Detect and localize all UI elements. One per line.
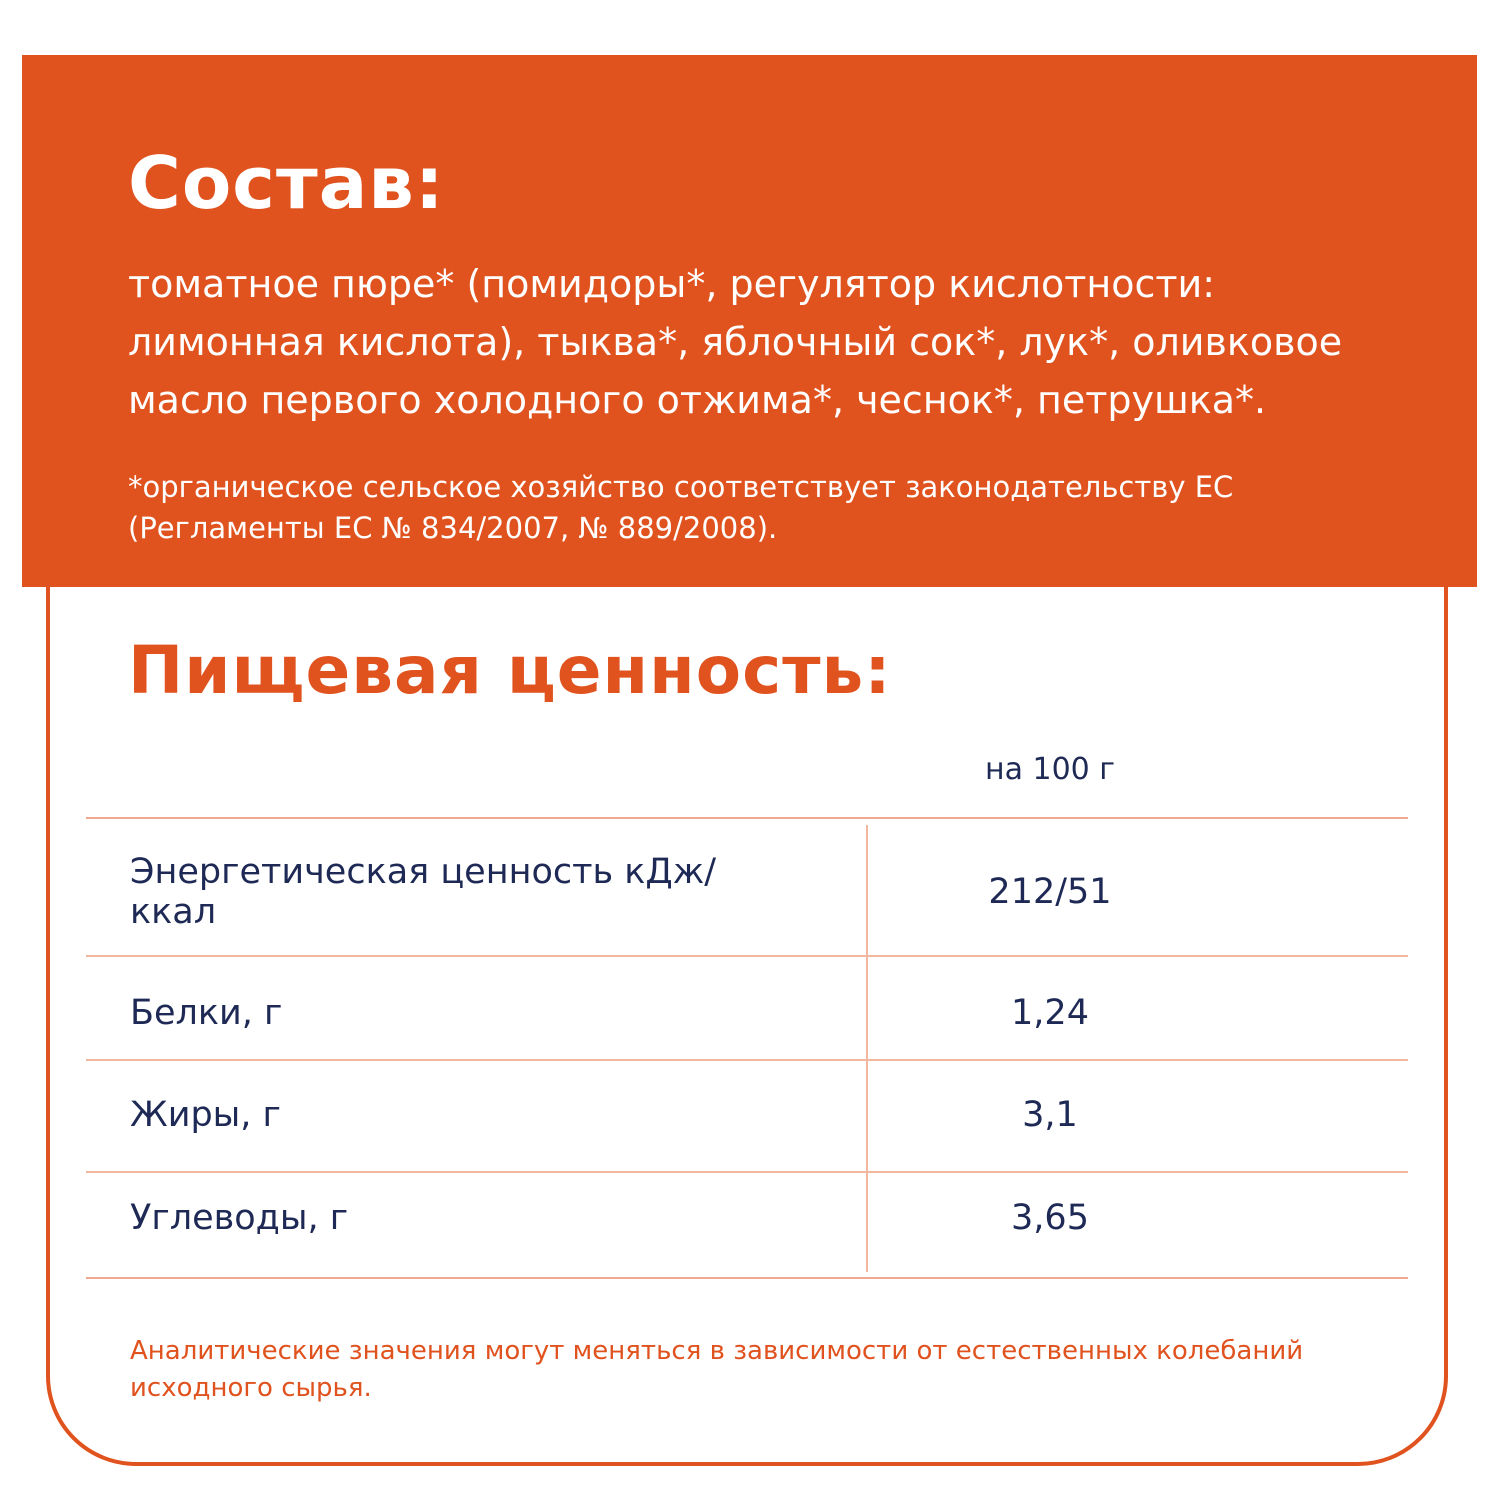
- table-column-divider: [866, 825, 868, 1272]
- row-value: 1,24: [1011, 993, 1089, 1033]
- composition-title: Состав:: [128, 141, 445, 225]
- composition-panel: [22, 55, 1477, 587]
- row-label: Жиры, г: [130, 1095, 281, 1135]
- row-label: Углеводы, г: [130, 1198, 349, 1238]
- row-value: 3,65: [1011, 1198, 1089, 1238]
- row-value: 212/51: [988, 872, 1112, 912]
- per-100g-header: на 100 г: [984, 752, 1116, 787]
- row-divider: [86, 955, 1408, 957]
- row-divider: [86, 1059, 1408, 1061]
- organic-footnote: *органическое сельское хозяйство соответствует законодательству ЕС (Регламенты ЕС № 834/2007, № 889/2008).: [128, 470, 1234, 545]
- row-value: 3,1: [1022, 1095, 1078, 1135]
- ingredients-text: томатное пюре* (помидоры*, регулятор кислотности: лимонная кислота), тыква*, яблочный сок*, лук*, оливковое масло первого холодного отжима*, чеснок*, петрушка*.: [128, 262, 1343, 422]
- table-bottom-divider: [86, 1277, 1408, 1279]
- row-label: Белки, г: [130, 993, 283, 1033]
- row-label: Энергетическая ценность кДж/ккал: [130, 852, 717, 932]
- analytical-disclaimer: Аналитические значения могут меняться в зависимости от естественных колебаний исходного сырья.: [130, 1336, 1304, 1403]
- row-divider: [86, 1171, 1408, 1173]
- table-top-divider: [86, 817, 1408, 819]
- nutrition-title: Пищевая ценность:: [128, 632, 892, 709]
